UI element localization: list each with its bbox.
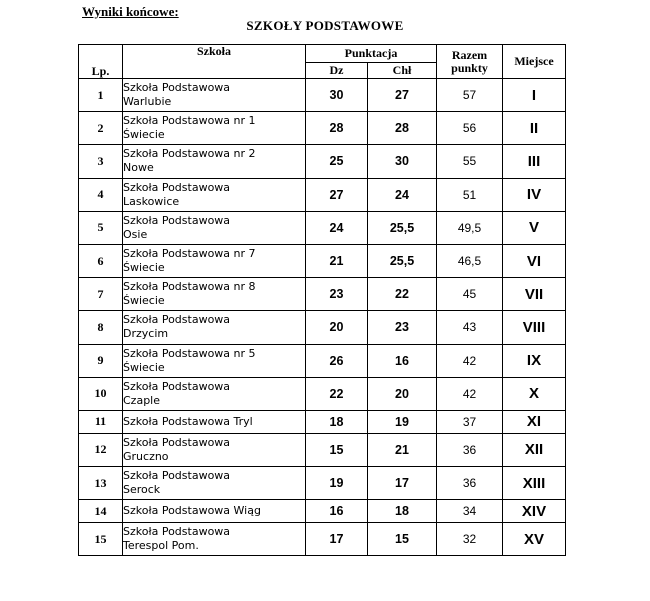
school-name-line: Szkoła Podstawowa nr 5 (123, 346, 256, 360)
points-dz: 25 (306, 145, 368, 178)
school-name (123, 145, 306, 178)
school-name-line: Świecie (123, 261, 165, 275)
column-header-total (437, 45, 503, 79)
school-name-line: Szkoła Podstawowa Wiąg (123, 504, 261, 518)
row-number: 11 (79, 410, 123, 433)
school-name (123, 112, 306, 145)
table-row (79, 112, 566, 145)
school-name-line: Terespol Pom. (123, 539, 199, 553)
table-row (79, 377, 566, 410)
total-points: 36 (437, 433, 503, 466)
row-number: 14 (79, 500, 123, 523)
school-name-line: Szkoła Podstawowa (123, 313, 231, 327)
school-name-line: Szkoła Podstawowa nr 8 (123, 280, 256, 294)
points-chl: 15 (368, 523, 437, 556)
points-dz: 30 (306, 79, 368, 112)
school-name (123, 311, 306, 344)
points-dz: 24 (306, 211, 368, 244)
points-chl: 19 (368, 410, 437, 433)
column-header-chl: Chł (368, 63, 437, 79)
column-header-total-line1: Razem (451, 47, 488, 62)
place-rank: IX (503, 344, 566, 377)
place-rank: X (503, 377, 566, 410)
table-row (79, 410, 566, 433)
school-name-line: Laskowice (123, 194, 180, 208)
row-number: 6 (79, 244, 123, 277)
row-number: 3 (79, 145, 123, 178)
place-rank: II (503, 112, 566, 145)
school-name-line: Szkoła Podstawowa (123, 379, 231, 393)
points-chl: 28 (368, 112, 437, 145)
points-chl: 25,5 (368, 244, 437, 277)
total-points: 49,5 (437, 211, 503, 244)
table-row (79, 278, 566, 311)
points-chl: 25,5 (368, 211, 437, 244)
table-row (79, 344, 566, 377)
school-name (123, 377, 306, 410)
school-name (123, 79, 306, 112)
results-heading: Wyniki końcowe: (82, 4, 179, 19)
column-header-dz: Dz (306, 63, 368, 79)
school-name-line: Szkoła Podstawowa nr 1 (123, 114, 256, 128)
place-rank: XII (503, 433, 566, 466)
results-body (79, 79, 566, 556)
school-name (123, 178, 306, 211)
points-dz: 15 (306, 433, 368, 466)
place-rank: XV (503, 523, 566, 556)
total-points: 51 (437, 178, 503, 211)
row-number: 7 (79, 278, 123, 311)
place-rank: III (503, 145, 566, 178)
total-points: 34 (437, 500, 503, 523)
school-name-line: Szkoła Podstawowa Tryl (123, 414, 253, 428)
place-rank: VI (503, 244, 566, 277)
total-points: 32 (437, 523, 503, 556)
points-chl: 30 (368, 145, 437, 178)
school-name-line: Drzycim (123, 327, 169, 341)
column-header-place: Miejsce (503, 45, 566, 79)
points-chl: 20 (368, 377, 437, 410)
table-row (79, 311, 566, 344)
points-dz: 18 (306, 410, 368, 433)
total-points: 56 (437, 112, 503, 145)
school-name-line: Warlubie (123, 95, 172, 109)
school-name (123, 244, 306, 277)
points-chl: 23 (368, 311, 437, 344)
points-dz: 21 (306, 244, 368, 277)
table-row (79, 211, 566, 244)
row-number: 10 (79, 377, 123, 410)
total-points: 45 (437, 278, 503, 311)
results-table (78, 44, 566, 556)
table-row (79, 500, 566, 523)
points-chl: 24 (368, 178, 437, 211)
column-header-total-line2: punkty (451, 60, 488, 75)
school-name (123, 433, 306, 466)
points-chl: 21 (368, 433, 437, 466)
total-points: 46,5 (437, 244, 503, 277)
header-row (79, 45, 566, 63)
school-name-line: Świecie (123, 294, 165, 308)
points-chl: 16 (368, 344, 437, 377)
points-chl: 22 (368, 278, 437, 311)
total-points: 57 (437, 79, 503, 112)
school-name-line: Szkoła Podstawowa (123, 213, 231, 227)
row-number: 12 (79, 433, 123, 466)
points-dz: 20 (306, 311, 368, 344)
points-dz: 19 (306, 467, 368, 500)
school-name-line: Szkoła Podstawowa nr 7 (123, 247, 256, 261)
school-name (123, 410, 306, 433)
row-number: 13 (79, 467, 123, 500)
school-name-line: Serock (123, 483, 161, 497)
table-row (79, 178, 566, 211)
school-name (123, 211, 306, 244)
school-name-line: Szkoła Podstawowa (123, 180, 231, 194)
points-dz: 17 (306, 523, 368, 556)
total-points: 36 (437, 467, 503, 500)
points-dz: 22 (306, 377, 368, 410)
place-rank: IV (503, 178, 566, 211)
column-header-points: Punktacja (306, 45, 437, 63)
place-rank: XIV (503, 500, 566, 523)
points-chl: 18 (368, 500, 437, 523)
school-name-line: Szkoła Podstawowa (123, 435, 231, 449)
place-rank: VIII (503, 311, 566, 344)
total-points: 42 (437, 377, 503, 410)
school-name-line: Gruczno (123, 449, 169, 463)
school-name-line: Osie (123, 227, 148, 241)
table-row (79, 79, 566, 112)
school-name-line: Szkoła Podstawowa (123, 81, 231, 95)
points-dz: 16 (306, 500, 368, 523)
school-name (123, 500, 306, 523)
table-row (79, 145, 566, 178)
place-rank: XI (503, 410, 566, 433)
place-rank: XIII (503, 467, 566, 500)
points-dz: 27 (306, 178, 368, 211)
row-number: 15 (79, 523, 123, 556)
row-number: 8 (79, 311, 123, 344)
row-number: 1 (79, 79, 123, 112)
total-points: 43 (437, 311, 503, 344)
points-dz: 26 (306, 344, 368, 377)
place-rank: VII (503, 278, 566, 311)
table-row (79, 244, 566, 277)
school-name-line: Czaple (123, 393, 161, 407)
points-dz: 28 (306, 112, 368, 145)
row-number: 2 (79, 112, 123, 145)
row-number: 4 (79, 178, 123, 211)
school-name (123, 278, 306, 311)
table-row (79, 433, 566, 466)
table-row (79, 467, 566, 500)
total-points: 37 (437, 410, 503, 433)
place-rank: I (503, 79, 566, 112)
school-name-line: Szkoła Podstawowa (123, 525, 231, 539)
total-points: 55 (437, 145, 503, 178)
table-row (79, 523, 566, 556)
points-chl: 27 (368, 79, 437, 112)
place-rank: V (503, 211, 566, 244)
school-name (123, 344, 306, 377)
school-name-line: Nowe (123, 161, 154, 175)
school-name-line: Świecie (123, 360, 165, 374)
column-header-school: Szkoła (123, 45, 306, 79)
row-number: 5 (79, 211, 123, 244)
school-name-line: Szkoła Podstawowa nr 2 (123, 147, 256, 161)
school-name-line: Świecie (123, 128, 165, 142)
points-chl: 17 (368, 467, 437, 500)
points-dz: 23 (306, 278, 368, 311)
school-name (123, 467, 306, 500)
total-points: 42 (437, 344, 503, 377)
school-name-line: Szkoła Podstawowa (123, 469, 231, 483)
column-header-lp: Lp. (79, 45, 123, 79)
school-name (123, 523, 306, 556)
page-title: SZKOŁY PODSTAWOWE (246, 18, 404, 33)
row-number: 9 (79, 344, 123, 377)
